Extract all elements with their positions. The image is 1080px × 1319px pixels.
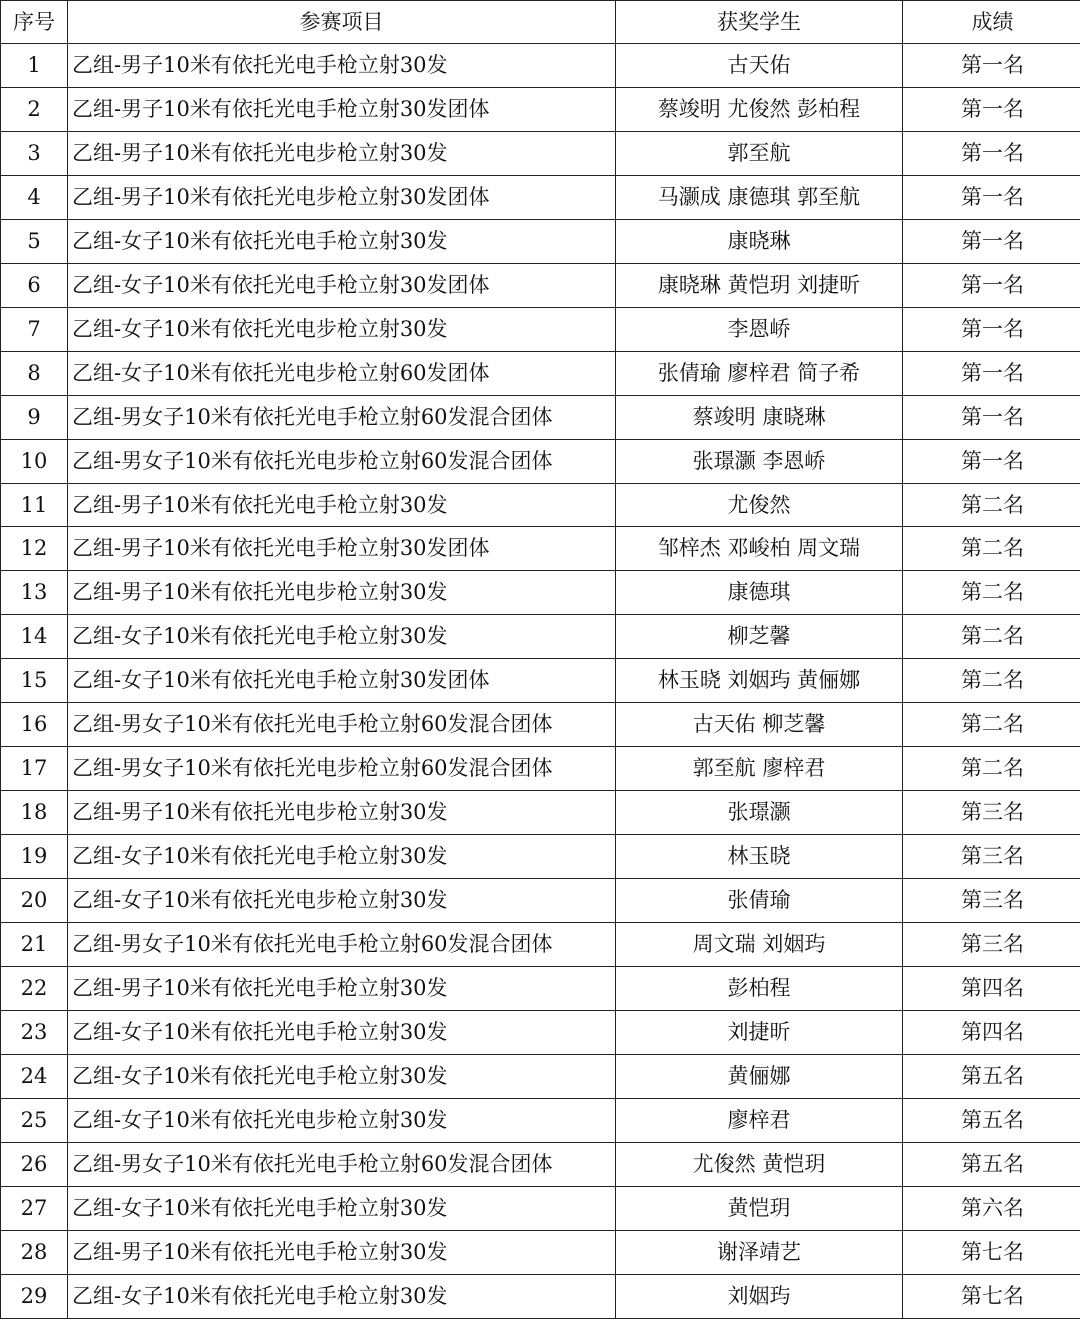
row-students: 蔡竣明 尤俊然 彭柏程	[616, 87, 903, 131]
row-index: 22	[1, 967, 68, 1011]
row-result: 第七名	[903, 1230, 1080, 1274]
row-result: 第一名	[903, 439, 1080, 483]
row-index: 25	[1, 1098, 68, 1142]
row-index: 3	[1, 131, 68, 175]
row-event: 乙组-男子10米有依托光电手枪立射30发	[68, 483, 616, 527]
table-row	[1, 967, 1080, 1011]
table-header	[1, 1, 1080, 44]
row-students: 谢泽靖艺	[616, 1230, 903, 1274]
row-event: 乙组-女子10米有依托光电手枪立射30发	[68, 615, 616, 659]
row-result: 第五名	[903, 1142, 1080, 1186]
row-event: 乙组-女子10米有依托光电手枪立射30发	[68, 1274, 616, 1318]
table-row	[1, 307, 1080, 351]
row-result: 第一名	[903, 87, 1080, 131]
row-index: 27	[1, 1186, 68, 1230]
row-index: 4	[1, 175, 68, 219]
row-result: 第一名	[903, 395, 1080, 439]
row-index: 23	[1, 1010, 68, 1054]
table-row	[1, 395, 1080, 439]
row-event: 乙组-女子10米有依托光电手枪立射30发团体	[68, 659, 616, 703]
table-row	[1, 615, 1080, 659]
row-event: 乙组-男女子10米有依托光电手枪立射60发混合团体	[68, 1142, 616, 1186]
row-index: 29	[1, 1274, 68, 1318]
row-index: 16	[1, 703, 68, 747]
row-students: 刘捷昕	[616, 1010, 903, 1054]
row-index: 5	[1, 219, 68, 263]
row-result: 第四名	[903, 967, 1080, 1011]
table-row	[1, 923, 1080, 967]
row-result: 第二名	[903, 703, 1080, 747]
row-result: 第七名	[903, 1274, 1080, 1318]
row-event: 乙组-女子10米有依托光电手枪立射30发	[68, 219, 616, 263]
row-index: 8	[1, 351, 68, 395]
table-row	[1, 131, 1080, 175]
row-index: 9	[1, 395, 68, 439]
row-result: 第三名	[903, 879, 1080, 923]
row-index: 6	[1, 263, 68, 307]
row-index: 13	[1, 571, 68, 615]
row-index: 15	[1, 659, 68, 703]
table-row	[1, 1186, 1080, 1230]
row-result: 第二名	[903, 527, 1080, 571]
row-event: 乙组-男子10米有依托光电手枪立射30发	[68, 1230, 616, 1274]
row-students: 马灏成 康德琪 郭至航	[616, 175, 903, 219]
row-event: 乙组-男女子10米有依托光电手枪立射60发混合团体	[68, 703, 616, 747]
row-index: 11	[1, 483, 68, 527]
row-students: 彭柏程	[616, 967, 903, 1011]
row-result: 第六名	[903, 1186, 1080, 1230]
table-row	[1, 879, 1080, 923]
row-students: 柳芝馨	[616, 615, 903, 659]
row-event: 乙组-女子10米有依托光电手枪立射30发	[68, 1054, 616, 1098]
row-event: 乙组-女子10米有依托光电手枪立射30发	[68, 1010, 616, 1054]
row-index: 19	[1, 835, 68, 879]
row-result: 第一名	[903, 131, 1080, 175]
row-students: 古天佑 柳芝馨	[616, 703, 903, 747]
row-index: 2	[1, 87, 68, 131]
row-event: 乙组-男子10米有依托光电手枪立射30发	[68, 44, 616, 88]
table-body	[1, 44, 1080, 1319]
row-result: 第五名	[903, 1054, 1080, 1098]
row-students: 康晓琳	[616, 219, 903, 263]
row-event: 乙组-男子10米有依托光电步枪立射30发	[68, 571, 616, 615]
row-students: 蔡竣明 康晓琳	[616, 395, 903, 439]
row-index: 17	[1, 747, 68, 791]
table-row	[1, 747, 1080, 791]
row-event: 乙组-女子10米有依托光电手枪立射30发团体	[68, 263, 616, 307]
row-students: 林玉晓 刘姻玙 黄俪娜	[616, 659, 903, 703]
row-result: 第一名	[903, 351, 1080, 395]
row-students: 康德琪	[616, 571, 903, 615]
row-result: 第一名	[903, 219, 1080, 263]
table-row	[1, 44, 1080, 88]
row-result: 第五名	[903, 1098, 1080, 1142]
row-index: 10	[1, 439, 68, 483]
row-students: 李恩峤	[616, 307, 903, 351]
table-row	[1, 1142, 1080, 1186]
row-students: 刘姻玙	[616, 1274, 903, 1318]
row-students: 廖梓君	[616, 1098, 903, 1142]
row-event: 乙组-女子10米有依托光电步枪立射60发团体	[68, 351, 616, 395]
row-index: 24	[1, 1054, 68, 1098]
row-event: 乙组-女子10米有依托光电步枪立射30发	[68, 879, 616, 923]
row-index: 14	[1, 615, 68, 659]
row-event: 乙组-男子10米有依托光电步枪立射30发团体	[68, 175, 616, 219]
table-row	[1, 1230, 1080, 1274]
table-row	[1, 219, 1080, 263]
row-event: 乙组-女子10米有依托光电手枪立射30发	[68, 835, 616, 879]
row-event: 乙组-男女子10米有依托光电步枪立射60发混合团体	[68, 747, 616, 791]
table-row	[1, 791, 1080, 835]
row-students: 郭至航 廖梓君	[616, 747, 903, 791]
row-students: 黄恺玥	[616, 1186, 903, 1230]
row-students: 张倩瑜	[616, 879, 903, 923]
header-row	[1, 1, 1080, 44]
row-event: 乙组-女子10米有依托光电手枪立射30发	[68, 1186, 616, 1230]
row-result: 第三名	[903, 923, 1080, 967]
row-result: 第二名	[903, 483, 1080, 527]
header-students: 获奖学生	[616, 1, 903, 44]
row-index: 28	[1, 1230, 68, 1274]
row-students: 尤俊然	[616, 483, 903, 527]
table-row	[1, 351, 1080, 395]
header-event: 参赛项目	[68, 1, 616, 44]
row-event: 乙组-男子10米有依托光电手枪立射30发团体	[68, 527, 616, 571]
row-index: 1	[1, 44, 68, 88]
row-students: 张璟灏 李恩峤	[616, 439, 903, 483]
table-row	[1, 87, 1080, 131]
row-result: 第一名	[903, 307, 1080, 351]
row-result: 第二名	[903, 615, 1080, 659]
table-row	[1, 483, 1080, 527]
row-students: 古天佑	[616, 44, 903, 88]
table-row	[1, 439, 1080, 483]
table-row	[1, 1054, 1080, 1098]
row-result: 第三名	[903, 791, 1080, 835]
row-students: 张璟灏	[616, 791, 903, 835]
row-event: 乙组-男女子10米有依托光电手枪立射60发混合团体	[68, 923, 616, 967]
row-index: 21	[1, 923, 68, 967]
row-result: 第二名	[903, 747, 1080, 791]
table-row	[1, 571, 1080, 615]
row-event: 乙组-男女子10米有依托光电步枪立射60发混合团体	[68, 439, 616, 483]
row-event: 乙组-男子10米有依托光电步枪立射30发	[68, 131, 616, 175]
row-index: 18	[1, 791, 68, 835]
row-result: 第三名	[903, 835, 1080, 879]
row-students: 林玉晓	[616, 835, 903, 879]
row-index: 20	[1, 879, 68, 923]
table-row	[1, 1098, 1080, 1142]
row-students: 周文瑞 刘姻玙	[616, 923, 903, 967]
row-event: 乙组-男女子10米有依托光电手枪立射60发混合团体	[68, 395, 616, 439]
row-event: 乙组-女子10米有依托光电步枪立射30发	[68, 1098, 616, 1142]
header-index: 序号	[1, 1, 68, 44]
table-row	[1, 263, 1080, 307]
row-event: 乙组-男子10米有依托光电手枪立射30发	[68, 967, 616, 1011]
table-row	[1, 835, 1080, 879]
row-students: 尤俊然 黄恺玥	[616, 1142, 903, 1186]
row-index: 7	[1, 307, 68, 351]
row-result: 第一名	[903, 44, 1080, 88]
row-result: 第二名	[903, 571, 1080, 615]
row-students: 郭至航	[616, 131, 903, 175]
table-row	[1, 703, 1080, 747]
row-index: 26	[1, 1142, 68, 1186]
row-students: 邹梓杰 邓峻柏 周文瑞	[616, 527, 903, 571]
row-students: 张倩瑜 廖梓君 简子希	[616, 351, 903, 395]
row-result: 第四名	[903, 1010, 1080, 1054]
table-row	[1, 1010, 1080, 1054]
header-result: 成绩	[903, 1, 1080, 44]
row-result: 第二名	[903, 659, 1080, 703]
row-index: 12	[1, 527, 68, 571]
table-row	[1, 175, 1080, 219]
row-event: 乙组-女子10米有依托光电步枪立射30发	[68, 307, 616, 351]
row-result: 第一名	[903, 175, 1080, 219]
table-row	[1, 527, 1080, 571]
row-event: 乙组-男子10米有依托光电步枪立射30发	[68, 791, 616, 835]
row-students: 康晓琳 黄恺玥 刘捷昕	[616, 263, 903, 307]
row-event: 乙组-男子10米有依托光电手枪立射30发团体	[68, 87, 616, 131]
table-row	[1, 659, 1080, 703]
table-row	[1, 1274, 1080, 1318]
row-students: 黄俪娜	[616, 1054, 903, 1098]
row-result: 第一名	[903, 263, 1080, 307]
